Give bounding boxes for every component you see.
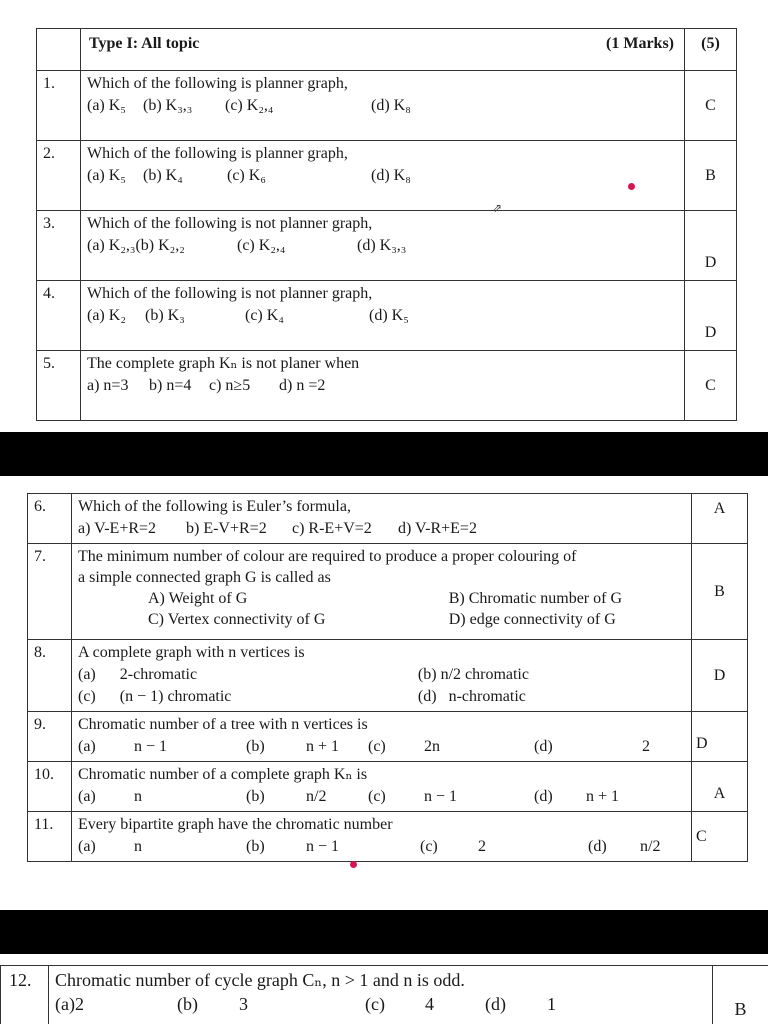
answer-cell: A xyxy=(692,762,748,812)
option-c: (c) K₂,₄ xyxy=(225,97,274,114)
question-row-1 xyxy=(37,71,737,141)
question-text: Which of the following is planner graph, xyxy=(87,145,348,162)
option-a: (a) 2-chromatic xyxy=(78,666,198,683)
option-a: (a) K₅ xyxy=(87,97,126,114)
option-d: (d) K₃,₃ xyxy=(357,237,407,254)
question-number: 12. xyxy=(1,966,49,1024)
question-cell xyxy=(72,812,692,862)
option-d-label: (d) xyxy=(588,838,607,855)
question-table-3 xyxy=(0,965,768,1024)
option-a-label: (a) xyxy=(78,788,96,805)
question-row-7 xyxy=(28,544,748,640)
section-title: Type I: All topic xyxy=(89,35,200,52)
option-c: c) n≥5 xyxy=(209,377,251,394)
answer-cell: C xyxy=(692,812,748,862)
option-c-value: 2n xyxy=(424,738,440,755)
options-grid xyxy=(78,664,685,708)
question-text: Which of the following is not planner graph, xyxy=(87,215,373,232)
question-cell xyxy=(81,71,685,141)
option-a-value: n − 1 xyxy=(134,738,168,755)
option-d-label: (d) xyxy=(534,788,553,805)
option-c: (c) K₆ xyxy=(227,167,266,184)
option-c: c) R-E+V=2 xyxy=(292,520,372,537)
question-text: Which of the following is Euler’s formula, xyxy=(78,498,351,515)
table-header-row xyxy=(37,29,737,71)
question-number: 6. xyxy=(28,494,72,544)
option-c-value: 4 xyxy=(425,994,434,1014)
option-d: (d) n-chromatic xyxy=(417,688,526,705)
answer-cell: D xyxy=(692,712,748,762)
option-b-label: (b) xyxy=(246,788,265,805)
option-b-value: n/2 xyxy=(306,788,327,805)
question-text: The complete graph Kₙ is not planer when xyxy=(87,355,360,372)
option-d-label: (d) xyxy=(485,994,506,1014)
question-row-2 xyxy=(37,141,737,211)
pointer-dot xyxy=(628,183,635,190)
answer-cell: D xyxy=(685,281,737,351)
options-row xyxy=(78,786,685,808)
question-row-11 xyxy=(28,812,748,862)
answer-cell: C xyxy=(685,351,737,421)
question-number: 11. xyxy=(28,812,72,862)
option-b-label: (b) xyxy=(246,738,265,755)
question-number: 7. xyxy=(28,544,72,640)
option-d: (d) K₈ xyxy=(371,167,411,184)
question-row-12 xyxy=(1,966,768,1024)
question-number: 2. xyxy=(37,141,81,211)
question-number: 1. xyxy=(37,71,81,141)
question-text: Every bipartite graph have the chromatic number xyxy=(78,816,393,833)
header-blank-cell xyxy=(37,29,81,71)
question-number: 5. xyxy=(37,351,81,421)
count-label: (5) xyxy=(685,29,737,71)
question-cell xyxy=(81,141,685,211)
question-cell xyxy=(81,281,685,351)
option-c: C) Vertex connectivity of G xyxy=(148,611,326,628)
option-c: (c) (n − 1) chromatic xyxy=(78,688,232,705)
option-b: b) E-V+R=2 xyxy=(186,520,267,537)
question-cell xyxy=(81,351,685,421)
option-b: (b) K₃ xyxy=(145,307,185,324)
marks-label: (1 Marks) xyxy=(606,35,674,52)
option-c-label: (c) xyxy=(420,838,438,855)
question-cell xyxy=(81,211,685,281)
option-d: (d) K₈ xyxy=(371,97,411,114)
option-c: (c) K₄ xyxy=(245,307,284,324)
option-d: d) n =2 xyxy=(279,377,326,394)
option-c-label: (c) xyxy=(368,738,386,755)
question-row-8 xyxy=(28,640,748,712)
option-b: (b) K₄ xyxy=(143,167,183,184)
option-a: (a)2 xyxy=(55,994,84,1014)
question-row-4 xyxy=(37,281,737,351)
black-separator xyxy=(0,432,768,476)
question-table-1 xyxy=(36,28,737,421)
question-number: 3. xyxy=(37,211,81,281)
option-c-label: (c) xyxy=(365,994,385,1014)
question-row-6 xyxy=(28,494,748,544)
options-row xyxy=(78,518,685,540)
question-number: 8. xyxy=(28,640,72,712)
question-text: Chromatic number of cycle graph Cₙ, n > 1 and n is odd. xyxy=(55,970,465,990)
option-a-label: (a) xyxy=(78,838,96,855)
option-d-label: (d) xyxy=(534,738,553,755)
question-row-9 xyxy=(28,712,748,762)
option-a-value: n xyxy=(134,838,142,855)
answer-cell: C xyxy=(685,71,737,141)
option-b-label: (b) xyxy=(246,838,265,855)
options-row xyxy=(78,736,685,758)
question-number: 4. xyxy=(37,281,81,351)
black-separator xyxy=(0,910,768,954)
option-b: B) Chromatic number of G xyxy=(448,590,623,607)
question-text: Chromatic number of a tree with n vertices is xyxy=(78,716,368,733)
option-c: (c) K₂,₄ xyxy=(237,237,286,254)
question-cell xyxy=(72,544,692,640)
option-a-value: n xyxy=(134,788,142,805)
option-c-value: n − 1 xyxy=(424,788,458,805)
answer-cell: B xyxy=(713,966,768,1024)
question-text-cont: a simple connected graph G is called as xyxy=(78,569,331,586)
question-panel-3 xyxy=(0,954,768,1024)
question-text: Which of the following is not planner graph, xyxy=(87,285,373,302)
question-text: The minimum number of colour are required to produce a proper colouring of xyxy=(78,548,577,565)
options-row xyxy=(87,95,678,117)
option-b: (b) n/2 chromatic xyxy=(417,666,529,683)
option-a: a) n=3 xyxy=(87,377,129,394)
question-text: A complete graph with n vertices is xyxy=(78,644,305,661)
options-row xyxy=(87,375,678,397)
option-c-label: (c) xyxy=(368,788,386,805)
option-ab: (a) K₂,₃(b) K₂,₂ xyxy=(87,237,185,254)
question-cell xyxy=(72,640,692,712)
option-a: a) V-E+R=2 xyxy=(78,520,157,537)
option-b-value: 3 xyxy=(239,994,248,1014)
option-d-value: 1 xyxy=(547,994,556,1014)
options-row xyxy=(87,235,678,257)
option-d: (d) K₅ xyxy=(369,307,409,324)
question-panel-1 xyxy=(0,0,768,432)
options-row xyxy=(55,992,706,1016)
options-row xyxy=(87,165,678,187)
question-panel-2 xyxy=(0,476,768,910)
option-b: b) n=4 xyxy=(149,377,192,394)
option-d-value: n/2 xyxy=(640,838,661,855)
answer-cell: A xyxy=(692,494,748,544)
answer-cell: B xyxy=(692,544,748,640)
question-cell xyxy=(49,966,713,1024)
question-row-3 xyxy=(37,211,737,281)
option-d-value: n + 1 xyxy=(586,788,620,805)
question-cell xyxy=(72,712,692,762)
question-text: Chromatic number of a complete graph Kₙ is xyxy=(78,766,368,783)
option-a: (a) K₂ xyxy=(87,307,126,324)
question-text: Which of the following is planner graph, xyxy=(87,75,348,92)
options-row xyxy=(87,305,678,327)
options-row xyxy=(78,836,685,858)
option-d-value: 2 xyxy=(642,738,650,755)
option-b: (b) K₃,₃ xyxy=(143,97,193,114)
question-row-10 xyxy=(28,762,748,812)
option-a-label: (a) xyxy=(78,738,96,755)
options-grid xyxy=(78,588,685,630)
question-cell xyxy=(72,762,692,812)
answer-cell: B xyxy=(685,141,737,211)
pointer-dot xyxy=(350,861,357,868)
option-b-value: n + 1 xyxy=(306,738,340,755)
question-number: 9. xyxy=(28,712,72,762)
answer-cell: D xyxy=(685,211,737,281)
question-table-2 xyxy=(27,493,748,862)
answer-cell: D xyxy=(692,640,748,712)
option-a: A) Weight of G xyxy=(148,590,248,607)
option-b-label: (b) xyxy=(177,994,198,1014)
question-number: 10. xyxy=(28,762,72,812)
option-b-value: n − 1 xyxy=(306,838,340,855)
option-d: D) edge connectivity of G xyxy=(448,611,616,628)
question-cell xyxy=(72,494,692,544)
header-title-cell xyxy=(81,29,685,71)
question-row-5 xyxy=(37,351,737,421)
option-c-value: 2 xyxy=(478,838,486,855)
cursor-icon: ⇗ xyxy=(492,201,503,215)
option-d: d) V-R+E=2 xyxy=(398,520,477,537)
option-a: (a) K₅ xyxy=(87,167,126,184)
